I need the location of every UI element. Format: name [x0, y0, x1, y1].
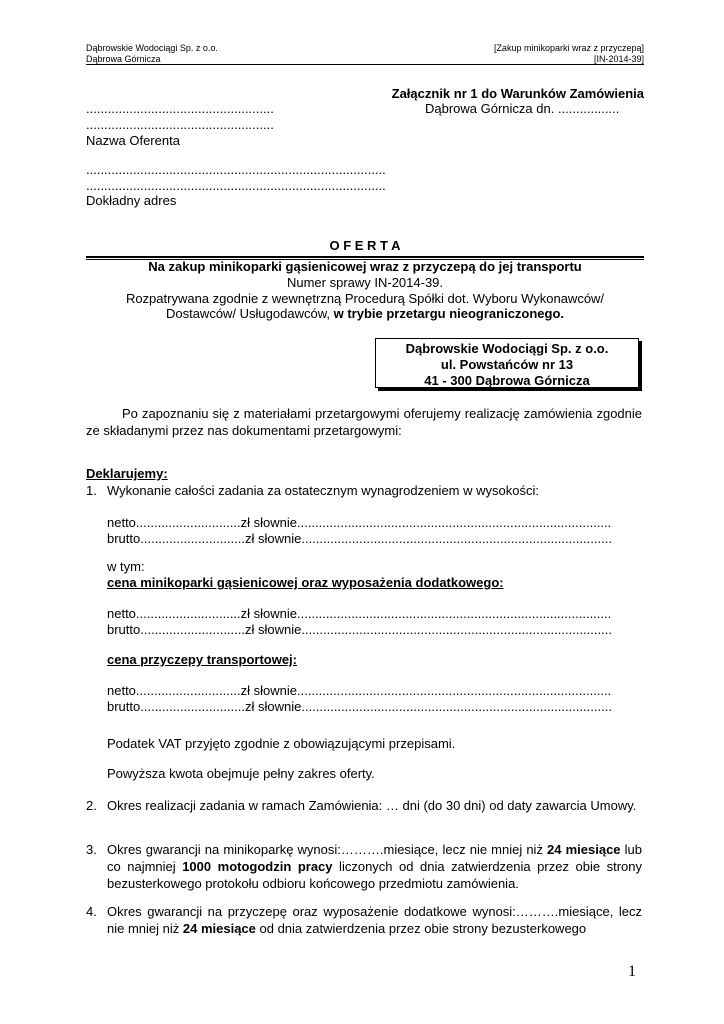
trailer-brutto-line: brutto.............................zł słownie...................................................................................... [107, 699, 612, 714]
bidder-name-dots-2: .................................................... [86, 117, 274, 132]
scope-statement: Powyższa kwota obejmuje pełny zakres oferty. [107, 766, 375, 781]
offer-subject: Na zakup minikoparki gąsienicowej wraz z przyczepą do jej transportu [148, 259, 582, 274]
attachment-label: Załącznik nr 1 do Warunków Zamówienia [391, 86, 644, 101]
offer-procedure-line: Rozpatrywana zgodnie z wewnętrzną Procedurą Spółki dot. Wyboru Wykonawców/ [125, 291, 605, 306]
excavator-brutto-line: brutto.............................zł słownie...................................................................................... [107, 622, 612, 637]
declare-heading: Deklarujemy: [86, 466, 168, 481]
item-3-part-1: Okres gwarancji na minikoparkę wynosi:……….miesiące, lecz nie mniej niż [107, 842, 548, 857]
item-4-part-2: od dnia zatwierdzenia przez obie strony bezusterkowego [255, 921, 587, 936]
vat-statement: Podatek VAT przyjęto zgodnie z obowiązującymi przepisami. [107, 736, 456, 751]
recipient-street: ul. Powstańców nr 13 [440, 357, 574, 372]
header-divider [86, 64, 644, 65]
item-3-min-months: 24 miesiące [547, 842, 621, 857]
item-3-min-hours: 1000 motogodzin pracy [182, 859, 333, 874]
bidder-address-dots-1: ................................................................................... [86, 162, 386, 177]
recipient-city: 41 - 300 Dąbrowa Górnicza [424, 373, 590, 388]
running-header-left [86, 43, 218, 65]
excavator-price-heading: cena minikoparki gąsienicowej oraz wyposażenia dodatkowego: [107, 575, 504, 590]
item-2-text: Okres realizacji zadania w ramach Zamówienia: … dni (do 30 dni) od daty zawarcia Umowy. [107, 798, 637, 813]
intro-paragraph: Po zapoznaniu się z materiałami przetargowymi oferujemy realizację zamówienia zgodnie ze składanymi przez nas dokumentami przetargowymi: [86, 406, 642, 438]
bidder-name-label: Nazwa Oferenta [86, 133, 180, 148]
bidder-name-dots-1: .................................................... [86, 101, 274, 116]
total-brutto-line: brutto.............................zł słownie...................................................................................... [107, 531, 612, 546]
running-header-right [494, 43, 644, 65]
in-this-label: w tym: [107, 559, 145, 574]
header-city: Dąbrowa Górnicza [86, 54, 161, 64]
bidder-address-dots-2: ................................................................................... [86, 178, 386, 193]
title-rule-thick [86, 256, 644, 258]
page-number: 1 [628, 963, 636, 980]
offer-mode-text: Dostawców/ Usługodawców, [165, 306, 334, 321]
trailer-price-heading: cena przyczepy transportowej: [107, 652, 297, 667]
item-4-part-1: Okres gwarancji na przyczepę oraz wyposażenie dodatkowe wynosi:……….miesiące, lecz nie mniej niż [107, 904, 642, 936]
offer-heading: O F E R T A [329, 238, 401, 253]
offer-case-number: Numer sprawy IN-2014-39. [286, 275, 444, 290]
header-subject: [Zakup minikoparki wraz z przyczepą] [493, 43, 644, 53]
excavator-netto-line: netto.............................zł słownie....................................................................................... [107, 606, 612, 621]
item-2-number: 2. [86, 798, 97, 813]
recipient-company: Dąbrowskie Wodociągi Sp. z o.o. [405, 341, 609, 356]
item-4-number: 4. [86, 904, 97, 919]
item-3-part-3: liczonych od dnia zatwierdzenia przez obie strony bezusterkowego protokołu odbioru końcowego przedmiotu zamówienia. [107, 859, 642, 891]
item-4-min-months: 24 miesiące [182, 921, 256, 936]
bidder-address-label: Dokładny adres [86, 193, 177, 208]
offer-mode-line [86, 306, 644, 321]
item-4-text [107, 903, 642, 937]
item-1-text: Wykonanie całości zadania za ostatecznym wynagrodzeniem w wysokości: [107, 483, 539, 498]
item-3-text [107, 841, 642, 892]
trailer-netto-line: netto.............................zł słownie....................................................................................... [107, 683, 612, 698]
item-3-number: 3. [86, 842, 97, 857]
total-netto-line: netto.............................zł słownie....................................................................................... [107, 515, 612, 530]
offer-mode-bold: w trybie przetargu nieograniczonego. [333, 306, 565, 321]
recipient-address-box [375, 338, 639, 388]
header-case-ref: [IN-2014-39] [593, 54, 644, 64]
item-3-part-2: lub co najmniej [107, 842, 642, 874]
header-company: Dąbrowskie Wodociągi Sp. z o.o. [86, 43, 218, 53]
place-date: Dąbrowa Górnicza dn. ................. [425, 101, 620, 116]
item-1-number: 1. [86, 483, 97, 498]
